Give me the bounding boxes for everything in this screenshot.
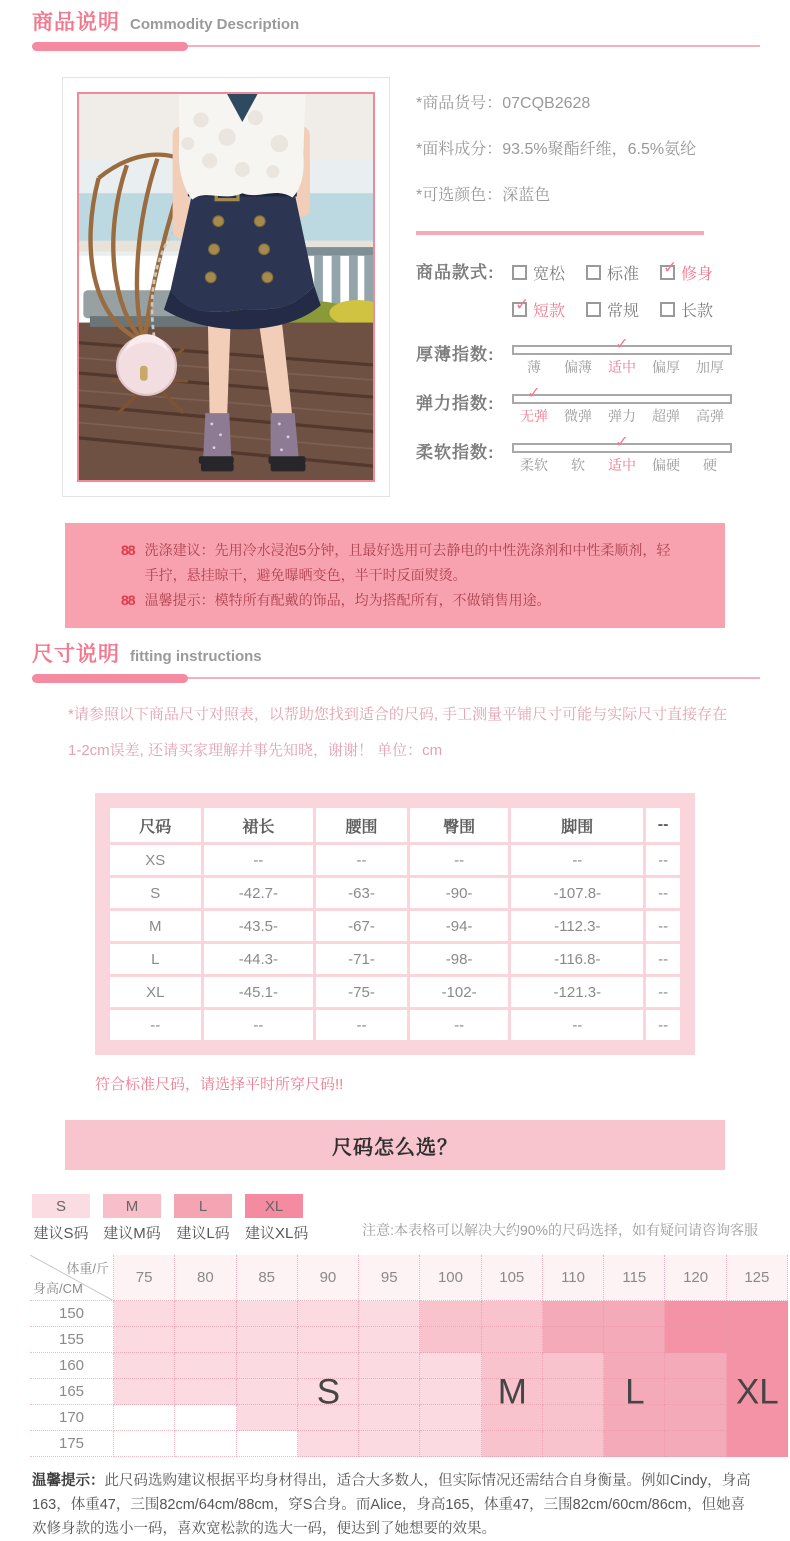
heatmap-cell-170-75 [114,1405,175,1431]
style-option-label: 修身 [681,266,714,283]
product-sku: *商品货号：07CQB2628 [416,95,591,112]
standard-size-note: 符合标准尺码，请选择平时所穿尺码!! [95,1076,344,1093]
heatmap-cell-165-110 [543,1379,604,1405]
weight-tick-115: 115 [604,1255,665,1301]
style-label: 商品款式: [416,263,495,282]
size-table-cell: -71- [316,944,407,974]
size-table-cell: -- [110,1010,201,1040]
section-divider [32,42,758,51]
size-table-row [110,878,680,908]
product-fabric: *面料成分：93.5%聚酯纤维，6.5%氨纶 [416,141,697,158]
size-table-header-cell: 尺码 [110,808,201,842]
style-option-label: 标准 [607,266,640,283]
legend-label: 建议M码 [103,1225,161,1242]
size-table-header-cell: 裙长 [204,808,314,842]
legend-item-XL [245,1194,308,1243]
footer-tip-text: 此尺码选购建议根据平均身材得出，适合大多数人，但实际情况还需结合自身衡量。例如Cindy，身高163，体重47，三围82cm/64cm/88cm，穿S合身。而Alice，身高165，体重47，三围82cm/60cm/86cm，但她喜欢修身款的选小一码，喜欢宽松款的选大一码，便达到了她想要的效果。 [32,1473,751,1537]
heatmap-cell-155-115 [604,1327,665,1353]
size-table-header-cell: 脚围 [511,808,643,842]
weight-tick-95: 95 [359,1255,420,1301]
index-rows [416,336,736,475]
size-zone-letter-M: M [497,1372,527,1412]
slider-tick: 高弹 [696,408,724,424]
slider-bar [512,394,732,404]
style-option-长款[interactable] [660,298,734,321]
product-info [416,93,736,207]
heatmap-cell-150-110 [543,1301,604,1327]
heatmap-cell-165-85 [237,1379,298,1405]
heatmap-cell-165-95 [359,1379,420,1405]
footer-tip-title: 温馨提示： [32,1473,105,1489]
slider-tick: 柔软 [520,457,548,473]
heatmap-cell-175-105 [482,1431,543,1457]
size-zone-letter-S: S [316,1372,341,1412]
size-table-cell: -- [646,944,680,974]
checkbox-icon [660,258,678,280]
style-option-宽松[interactable] [512,261,586,284]
section-title-cn: 尺寸说明 [32,643,120,666]
index-slider [512,385,732,426]
size-table-header-row [110,808,680,842]
slider-tick: 超弹 [652,408,680,424]
section-title-en: Commodity Description [130,16,300,33]
heatmap-cell-160-110 [543,1353,604,1379]
heatmap-cell-150-100 [420,1301,481,1327]
size-legend [32,1194,308,1243]
notice-bullet: 88 [121,592,135,608]
size-table-cell: -- [204,1010,314,1040]
size-table-cell: XL [110,977,201,1007]
heatmap-cell-175-125 [727,1431,788,1457]
weight-axis-label: 体重/斤 [66,1261,109,1276]
heatmap-cell-175-80 [175,1431,236,1457]
style-option-常规[interactable] [586,298,660,321]
legend-label: 建议S码 [33,1225,89,1242]
size-table-cell: -42.7- [204,878,314,908]
size-table-cell: -- [511,845,643,875]
info-divider [416,231,704,235]
heatmap-cell-150-80 [175,1301,236,1327]
size-table-header-cell: -- [646,808,680,842]
size-table-cell: -- [410,845,509,875]
check-icon: ✓ [527,385,541,402]
slider-ticks [512,406,732,426]
index-slider [512,336,732,377]
heatmap-corner-cell [30,1255,114,1301]
size-table-body [110,845,680,1040]
notice-item [121,538,683,588]
legend-chip: M [103,1194,161,1218]
legend-row [32,1194,758,1243]
heatmap-cell-155-120 [665,1327,726,1353]
heatmap-cell-155-90 [298,1327,359,1353]
slider-tick: 适中 [608,359,636,375]
heatmap-cell-150-120 [665,1301,726,1327]
check-icon: ✓ [615,336,629,353]
size-table-cell: -- [511,1010,643,1040]
heatmap-cell-155-100 [420,1327,481,1353]
slider-ticks [512,455,732,475]
legend-chip: S [32,1194,90,1218]
size-table-cell: -44.3- [204,944,314,974]
size-table-cell: -67- [316,911,407,941]
height-tick-170: 170 [30,1405,114,1431]
washing-notice-box [65,523,725,628]
size-table-cell: -- [646,878,680,908]
checkbox-icon [512,265,527,280]
size-table-cell: XS [110,845,201,875]
weight-tick-80: 80 [175,1255,236,1301]
heatmap-cell-175-75 [114,1431,175,1457]
heatmap-cell-150-85 [237,1301,298,1327]
legend-item-S [32,1194,90,1243]
size-zone-letter-XL: XL [735,1372,779,1412]
size-heatmap-chart [30,1255,788,1457]
heatmap-cell-165-100 [420,1379,481,1405]
heatmap-grid [30,1255,788,1457]
size-table-cell: -63- [316,878,407,908]
heatmap-cell-150-105 [482,1301,543,1327]
slider-tick: 无弹 [520,408,548,424]
heatmap-cell-150-95 [359,1301,420,1327]
heatmap-cell-160-120 [665,1353,726,1379]
weight-tick-105: 105 [482,1255,543,1301]
slider-tick: 弹力 [608,408,636,424]
checkbox-icon [586,265,601,280]
height-tick-165: 165 [30,1379,114,1405]
slider-tick: 偏硬 [652,457,680,473]
slider-tick: 偏厚 [652,359,680,375]
size-table-row [110,845,680,875]
heatmap-cell-155-95 [359,1327,420,1353]
heatmap-cell-160-85 [237,1353,298,1379]
style-option-短款[interactable] [512,295,586,321]
product-photo [62,77,390,497]
weight-tick-75: 75 [114,1255,175,1301]
heatmap-cell-170-100 [420,1405,481,1431]
slider-tick: 适中 [608,457,636,473]
product-details [416,77,736,497]
size-table-cell: -45.1- [204,977,314,1007]
notice-item [121,588,683,613]
index-label: 柔软指数: [416,443,495,462]
model-photo-illustration [79,94,373,480]
weight-tick-90: 90 [298,1255,359,1301]
size-table-cell: -- [646,845,680,875]
heatmap-cell-170-80 [175,1405,236,1431]
size-table-header-cell: 腰围 [316,808,407,842]
legend-chip: XL [245,1194,303,1218]
heatmap-cell-175-110 [543,1431,604,1457]
section-title-en: fitting instructions [130,648,262,665]
heatmap-cell-175-95 [359,1431,420,1457]
heatmap-cell-160-95 [359,1353,420,1379]
size-table-cell: -43.5- [204,911,314,941]
weight-tick-100: 100 [420,1255,481,1301]
size-table-row [110,944,680,974]
checkbox-icon [660,302,675,317]
heatmap-cell-170-120 [665,1405,726,1431]
checkbox-icon [586,302,601,317]
size-table-cell: -90- [410,878,509,908]
slider-tick: 偏薄 [564,359,592,375]
height-tick-175: 175 [30,1431,114,1457]
style-options [512,258,734,321]
check-icon: ✓ [615,434,629,451]
size-picker-banner: 尺码怎么选？ [65,1120,725,1170]
size-table-cell: -121.3- [511,977,643,1007]
heatmap-cell-175-100 [420,1431,481,1457]
heatmap-cell-150-75 [114,1301,175,1327]
size-table-cell: -102- [410,977,509,1007]
heatmap-cell-165-80 [175,1379,236,1405]
size-table-cell: -- [646,977,680,1007]
weight-tick-120: 120 [665,1255,726,1301]
heatmap-cell-150-125 [727,1301,788,1327]
commodity-description-header [0,0,790,51]
size-table [95,793,695,1055]
size-table-head [110,808,680,842]
index-row [416,336,736,377]
legend-label: 建议XL码 [245,1225,309,1242]
size-table-cell: -- [316,845,407,875]
heatmap-cell-170-110 [543,1405,604,1431]
legend-item-M [103,1194,161,1243]
slider-tick: 微弹 [564,408,592,424]
size-zone-letter-L: L [625,1372,645,1412]
index-row [416,434,736,475]
legend-item-L [174,1194,232,1243]
legend-label: 建议L码 [176,1225,230,1242]
size-table-cell: -- [410,1010,509,1040]
photo-pink-frame [77,92,375,482]
height-tick-160: 160 [30,1353,114,1379]
check-icon: ✓ [515,295,530,314]
size-table-cell: -- [646,1010,680,1040]
fitting-instructions-header [0,628,790,683]
notice-text: 洗涤建议：先用冷水浸泡5分钟，且最好选用可去静电的中性洗涤剂和中性柔顺剂，轻手拧，悬挂晾干，避免曝晒变色，半干时反面熨烫。 [144,542,671,583]
style-option-label: 常规 [607,303,640,320]
heatmap-cell-155-110 [543,1327,604,1353]
heatmap-cell-155-75 [114,1327,175,1353]
style-option-label: 长款 [681,303,714,320]
heatmap-cell-165-120 [665,1379,726,1405]
style-option-label: 宽松 [533,266,566,283]
size-table-row [110,1010,680,1040]
size-table-cell: L [110,944,201,974]
heatmap-cell-155-80 [175,1327,236,1353]
size-table-header-cell: 臀围 [410,808,509,842]
heatmap-cell-150-90 [298,1301,359,1327]
index-label: 弹力指数: [416,394,495,413]
weight-tick-125: 125 [727,1255,788,1301]
size-table-cell: -116.8- [511,944,643,974]
heatmap-cell-175-85 [237,1431,298,1457]
index-row [416,385,736,426]
heatmap-cell-150-115 [604,1301,665,1327]
size-table-cell: -98- [410,944,509,974]
size-table-cell: S [110,878,201,908]
height-tick-155: 155 [30,1327,114,1353]
size-intro-text: *请参照以下商品尺寸对照表，以帮助您找到适合的尺码, 手工测量平铺尺寸可能与实际尺寸直接存在 1-2cm误差, 还请买家理解并事先知晓，谢谢！ 单位：cm [68,706,728,759]
section-title-cn: 商品说明 [32,11,120,34]
size-table-row [110,977,680,1007]
weight-tick-110: 110 [543,1255,604,1301]
legend-chip: L [174,1194,232,1218]
heatmap-cell-155-125 [727,1327,788,1353]
heatmap-cell-160-75 [114,1353,175,1379]
heatmap-cell-160-100 [420,1353,481,1379]
heatmap-cell-155-85 [237,1327,298,1353]
product-section [62,77,790,497]
style-row [416,258,736,321]
slider-ticks [512,357,732,377]
footer-tip [32,1469,758,1541]
size-table-cell: -107.8- [511,878,643,908]
heatmap-cell-170-85 [237,1405,298,1431]
style-option-修身[interactable] [660,258,734,284]
notice-text: 温馨提示：模特所有配戴的饰品，均为搭配所有，不做销售用途。 [144,592,551,608]
legend-note: 注意:本表格可以解决大约90%的尺码选择，如有疑问请咨询客服 [362,1222,758,1238]
notice-bullet: 88 [121,542,135,558]
slider-tick: 薄 [527,359,541,375]
slider-tick: 软 [571,457,585,473]
size-table-cell: -- [646,911,680,941]
slider-tick: 加厚 [696,359,724,375]
index-slider [512,434,732,475]
style-option-label: 短款 [533,303,566,320]
size-table-cell: -- [204,845,314,875]
size-table-cell: -94- [410,911,509,941]
heatmap-cell-170-95 [359,1405,420,1431]
product-color: *可选颜色：深蓝色 [416,187,551,204]
heatmap-cell-155-105 [482,1327,543,1353]
heatmap-cell-175-115 [604,1431,665,1457]
heatmap-cell-175-90 [298,1431,359,1457]
size-table-cell: -75- [316,977,407,1007]
size-table-cell: M [110,911,201,941]
height-axis-label: 身高/CM [33,1281,83,1296]
size-table-cell: -- [316,1010,407,1040]
heatmap-cell-175-120 [665,1431,726,1457]
heatmap-cell-165-75 [114,1379,175,1405]
heatmap-cell-160-80 [175,1353,236,1379]
weight-tick-85: 85 [237,1255,298,1301]
slider-tick: 硬 [703,457,717,473]
check-icon: ✓ [663,258,678,277]
section-divider [32,674,758,683]
size-table-cell: -112.3- [511,911,643,941]
height-tick-150: 150 [30,1301,114,1327]
style-option-标准[interactable] [586,261,660,284]
checkbox-icon [512,295,530,317]
index-label: 厚薄指数: [416,345,495,364]
size-table-row [110,911,680,941]
